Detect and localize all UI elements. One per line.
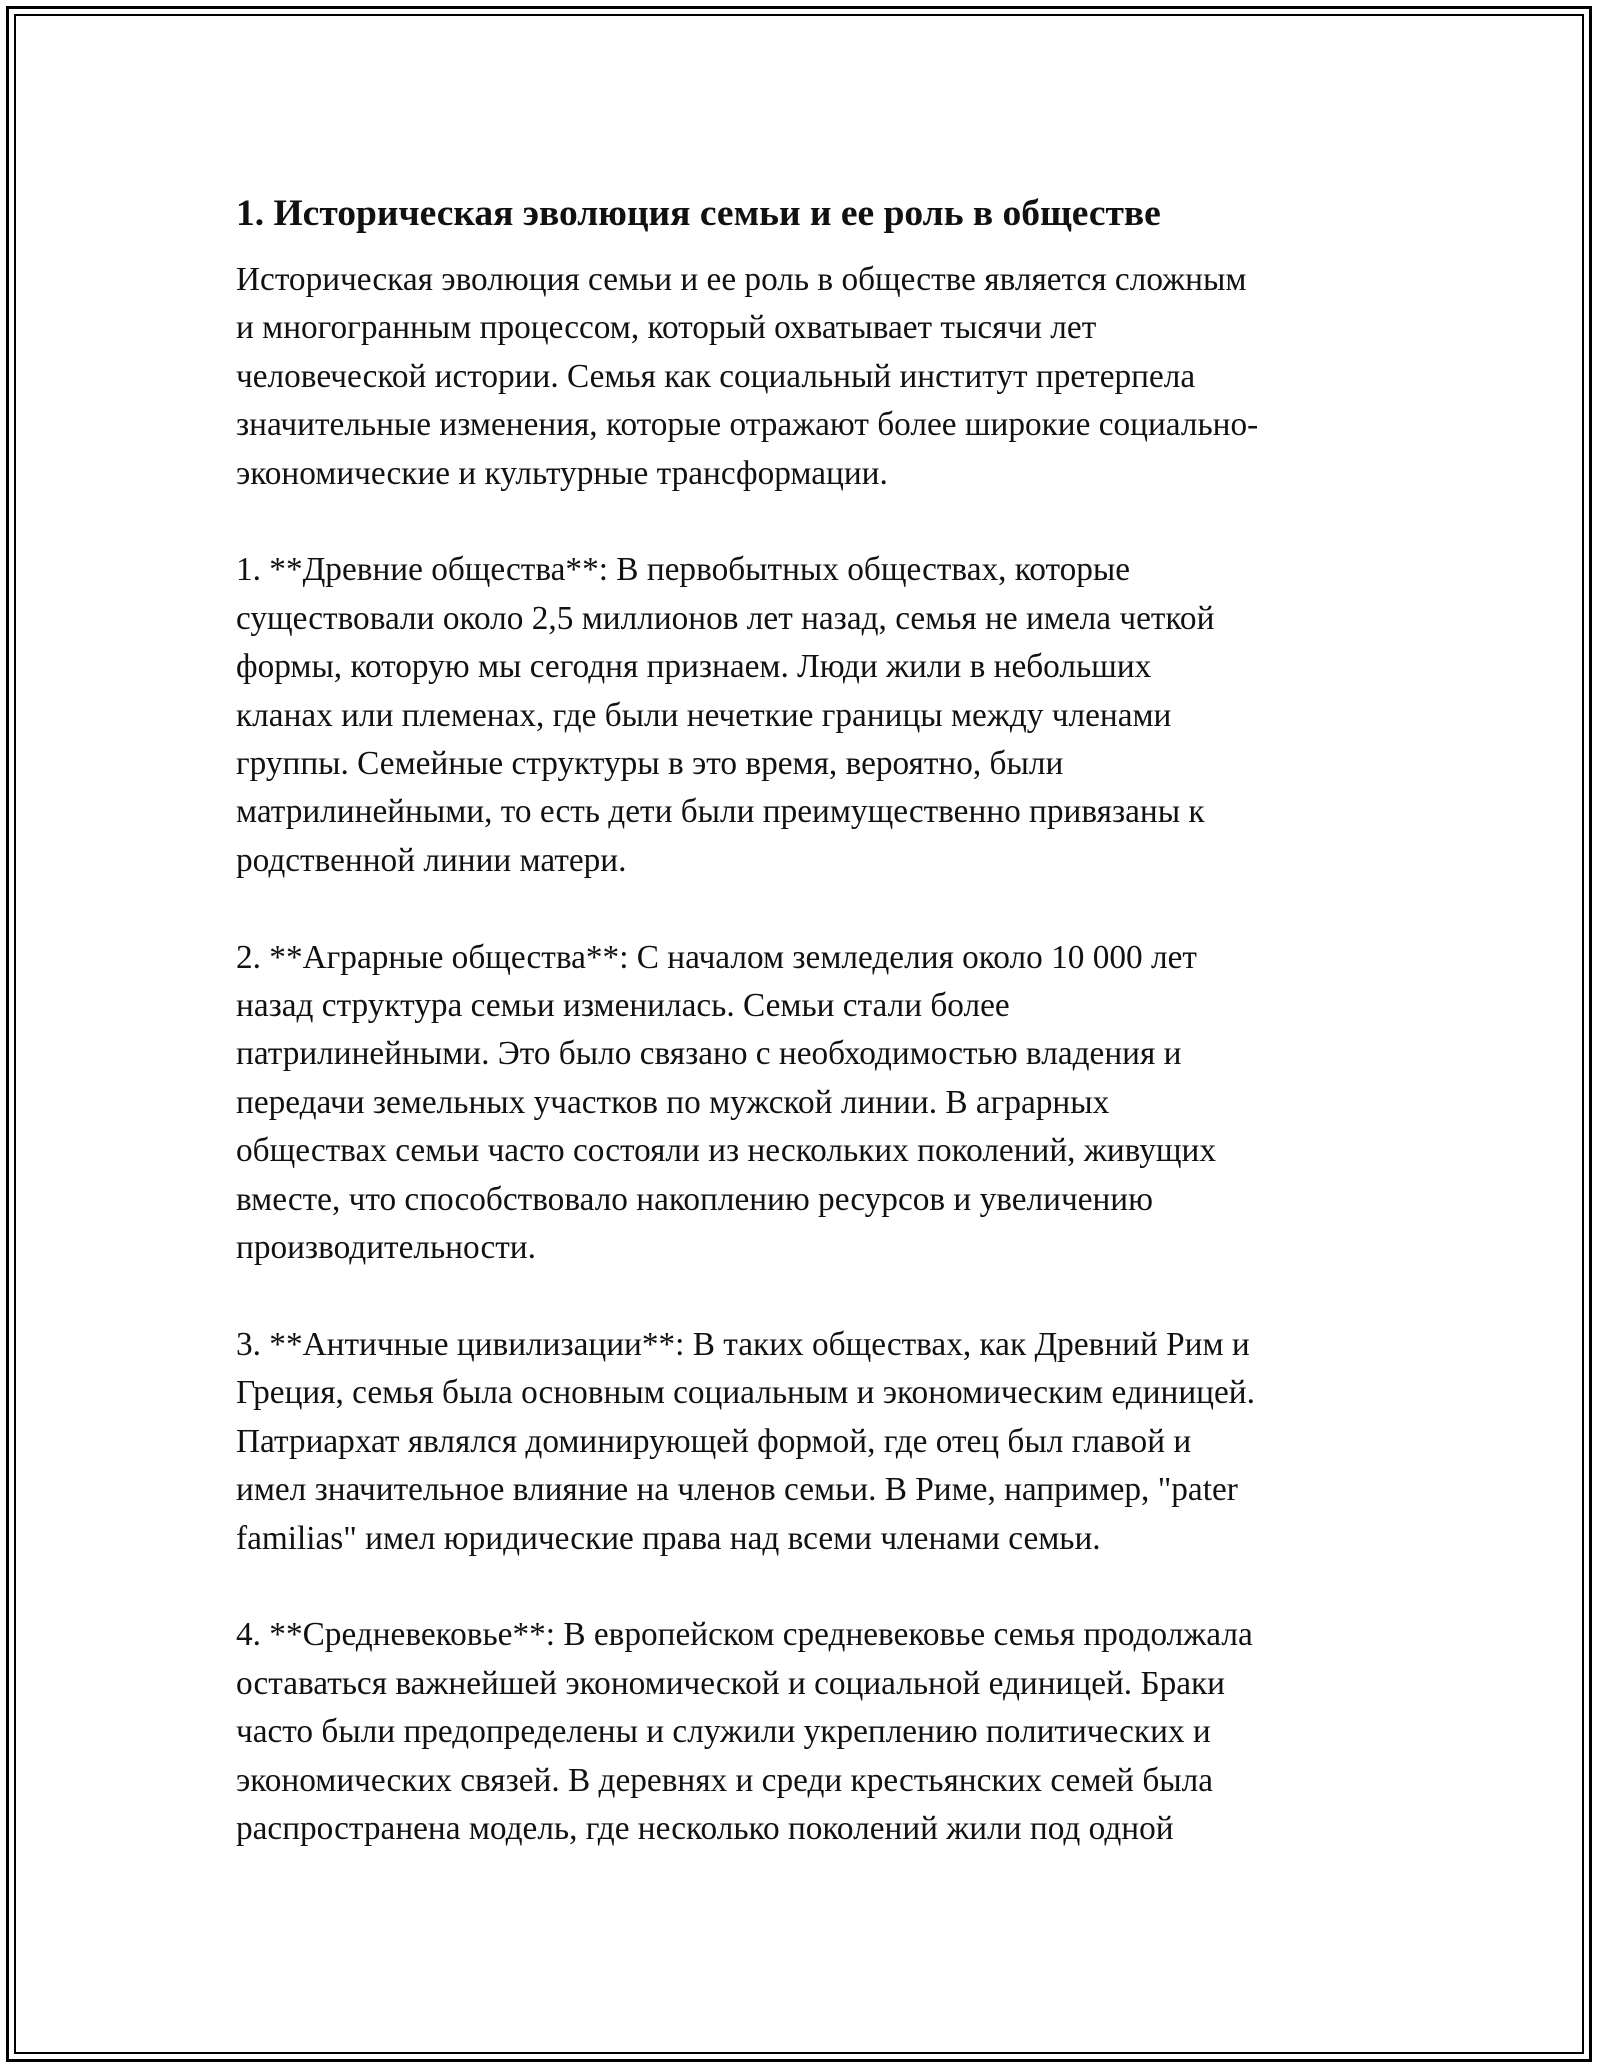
paragraph-line: имел значительное влияние на членов семьи. В Риме, например, "pater — [236, 1471, 1238, 1509]
paragraph-line: родственной линии матери. — [236, 841, 627, 879]
paragraph-line: экономических связей. В деревнях и среди крестьянских семей была — [236, 1761, 1214, 1799]
document-body — [236, 186, 1376, 1902]
paragraph-line: Патриархат являлся доминирующей формой, где отец был главой и — [236, 1422, 1192, 1460]
paragraph-line: назад структура семьи изменилась. Семьи стали более — [236, 987, 1010, 1025]
ancient-societies-paragraph — [236, 546, 1376, 885]
paragraph-line: человеческой истории. Семья как социальный институт претерпела — [236, 357, 1196, 395]
paragraph-line: 1. **Древние общества**: В первобытных обществах, которые — [236, 551, 1131, 589]
section-title: 1. Историческая эволюция семьи и ее роль в обществе — [236, 193, 1161, 234]
paragraph-line: формы, которую мы сегодня признаем. Люди жили в небольших — [236, 648, 1152, 686]
paragraph-line: Греция, семья была основным социальным и экономическим единицей. — [236, 1374, 1255, 1412]
paragraph-line: 2. **Аграрные общества**: С началом земледелия около 10 000 лет — [236, 938, 1197, 976]
paragraph-line: оставаться важнейшей экономической и социальной единицей. Браки — [236, 1664, 1225, 1702]
paragraph-line: группы. Семейные структуры в это время, вероятно, были — [236, 745, 1064, 783]
paragraph-line: кланах или племенах, где были нечеткие границы между членами — [236, 696, 1172, 734]
paragraph-line: и многогранным процессом, который охватывает тысячи лет — [236, 309, 1097, 347]
paragraph-line: существовали около 2,5 миллионов лет назад, семья не имела четкой — [236, 599, 1215, 637]
paragraph-line: экономические и культурные трансформации. — [236, 454, 888, 492]
agrarian-societies-paragraph — [236, 934, 1376, 1273]
ancient-civilizations-paragraph — [236, 1321, 1376, 1563]
paragraph-line: патрилинейными. Это было связано с необходимостью владения и — [236, 1035, 1182, 1073]
paragraph-line: часто были предопределены и служили укреплению политических и — [236, 1713, 1211, 1751]
paragraph-line: familias" имел юридические права над всеми членами семьи. — [236, 1519, 1101, 1557]
intro-paragraph — [236, 256, 1376, 498]
paragraph-line: значительные изменения, которые отражают более широкие социально- — [236, 406, 1259, 444]
paragraph-line: производительности. — [236, 1229, 536, 1267]
paragraph-line: вместе, что способствовало накоплению ресурсов и увеличению — [236, 1180, 1153, 1218]
paragraph-line: обществах семьи часто состояли из нескольких поколений, живущих — [236, 1132, 1216, 1170]
paragraph-line: 3. **Античные цивилизации**: В таких обществах, как Древний Рим и — [236, 1325, 1250, 1363]
paragraph-line: распространена модель, где несколько поколений жили под одной — [236, 1809, 1174, 1847]
paragraph-line: передачи земельных участков по мужской линии. В аграрных — [236, 1083, 1110, 1121]
middle-ages-paragraph — [236, 1611, 1376, 1853]
paragraph-line: 4. **Средневековье**: В европейском средневековье семья продолжала — [236, 1616, 1253, 1654]
paragraph-line: матрилинейными, то есть дети были преимущественно привязаны к — [236, 793, 1205, 831]
paragraph-line: Историческая эволюция семьи и ее роль в обществе является сложным — [236, 261, 1247, 298]
